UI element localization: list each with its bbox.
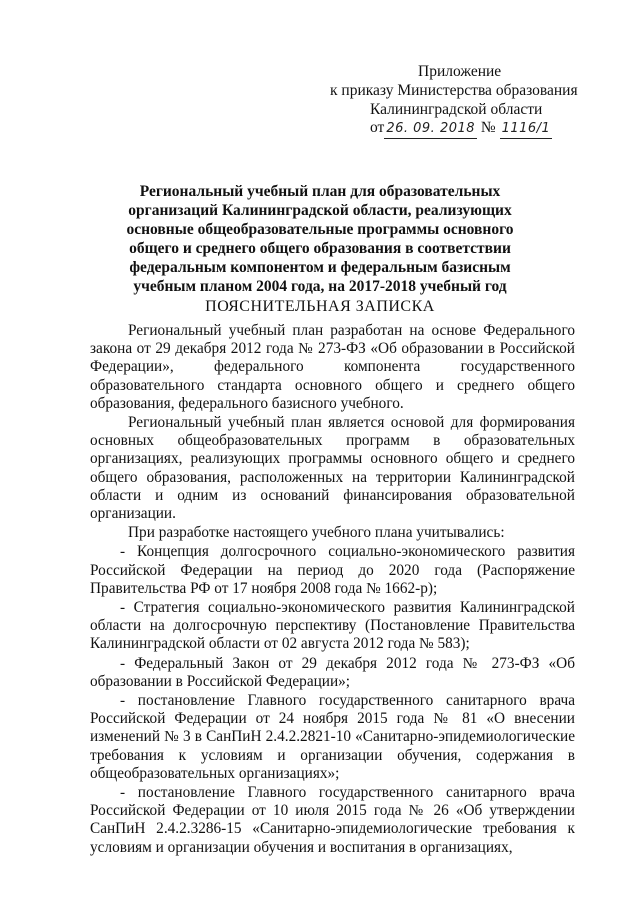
list-item: - Федеральный Закон от 29 декабря 2012 года № 273-ФЗ «Об образовании в Российской Федерации»; bbox=[90, 654, 575, 690]
list-item: - постановление Главного государственного санитарного врача Российской Федерации от 24 ноября 2015 года № 81 «О внесении изменений № 3 в СанПиН 2.4.2.2821-10 «Санитарно-эпидемиологические требования к условиям и организации обучения, содержания в общеобразовательных организациях»; bbox=[90, 692, 575, 782]
annex-date-line bbox=[370, 118, 552, 139]
paragraph: Региональный учебный план является основой для формирования основных общеобразовательных программ в образовательных организациях, реализующих программы основного общего и среднего общего образования, расположенных на территории Калининградской области и одним из оснований финансирования образовательной организации. bbox=[90, 414, 575, 523]
list-item: - Концепция долгосрочного социально-экономического развития Российской Федерации на период до 2020 года (Распоряжение Правительства РФ от 17 ноября 2008 года № 1662-р); bbox=[90, 543, 575, 597]
date-prefix: от bbox=[370, 119, 385, 136]
paragraph: Региональный учебный план разработан на основе Федерального закона от 29 декабря 2012 года № 273-ФЗ «Об образовании в Российской Федерации», федерального компонента государственного образовательного стандарта основного общего и среднего общего образования, федерального базисного учебного. bbox=[90, 322, 575, 412]
annex-region-line: Калининградской области bbox=[370, 101, 543, 118]
document-title: Региональный учебный план для образовательных организаций Калининградской области, реализующих основные общеобразовательные программы основного общего и среднего общего образования в соответствии федеральным компонентом и федеральным базисным учебным планом 2004 года, на 2017-2018 учебный год bbox=[126, 183, 514, 295]
document-body bbox=[90, 322, 575, 857]
paragraph: При разработке настоящего учебного плана учитывались: bbox=[128, 524, 505, 542]
annex-title: Приложение bbox=[418, 63, 502, 80]
handwritten-number: 1116/1 bbox=[500, 119, 553, 139]
list-item: - постановление Главного государственного санитарного врача Российской Федерации от 10 июля 2015 года № 26 «Об утверждении СанПиН 2.4.2.3286-15 «Санитарно-эпидемиологические требования к условиям и организации обучения и воспитания в организациях, bbox=[90, 784, 575, 856]
handwritten-date: 26. 09. 2018 bbox=[384, 119, 477, 139]
annex-order-line: к приказу Министерства образования bbox=[330, 82, 578, 99]
section-heading: ПОЯСНИТЕЛЬНАЯ ЗАПИСКА bbox=[205, 298, 435, 315]
list-item: - Стратегия социально-экономического развития Калининградской области на долгосрочную перспективу (Постановление Правительства Калининградской области от 02 августа 2012 года № 583); bbox=[90, 599, 575, 653]
number-prefix: № bbox=[480, 119, 496, 136]
